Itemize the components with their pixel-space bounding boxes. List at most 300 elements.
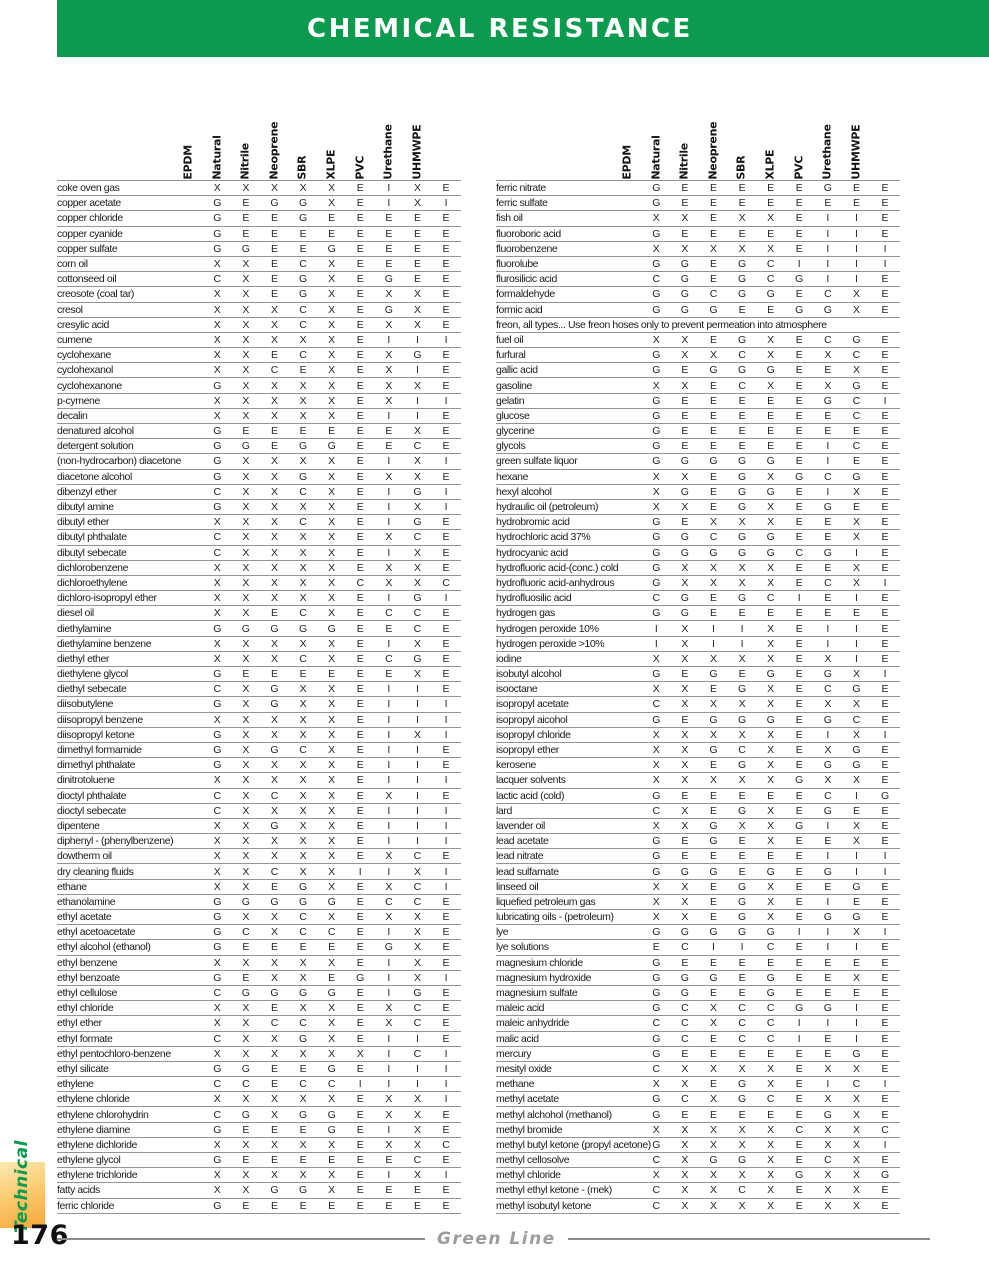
table-row — [496, 302, 900, 317]
rating-cell: X — [385, 1002, 393, 1015]
rating-cell: E — [442, 273, 450, 286]
rating-cell: E — [242, 941, 250, 954]
rating-cell: G — [298, 470, 308, 483]
rating-cell: X — [709, 561, 717, 574]
rating-cell: E — [299, 364, 307, 377]
table-row — [496, 545, 900, 560]
rating-cell: X — [242, 531, 250, 544]
rating-cell: X — [652, 1078, 660, 1091]
rating-cell: E — [681, 1047, 689, 1060]
table-row — [57, 362, 461, 377]
rating-cell: E — [881, 1032, 889, 1045]
rating-cell: I — [797, 592, 801, 605]
rating-cell: X — [385, 1093, 393, 1106]
rating-cell: I — [444, 774, 448, 787]
rating-cell: E — [709, 956, 717, 969]
rating-cell: X — [767, 333, 775, 346]
rating-cell: X — [242, 379, 250, 392]
rating-cell: I — [826, 212, 830, 225]
rating-cell: I — [444, 197, 448, 210]
rating-cell: X — [738, 652, 746, 665]
rating-cell: E — [709, 1032, 717, 1045]
rating-cell: X — [213, 333, 221, 346]
rating-cell: E — [767, 409, 775, 422]
rating-cell: I — [387, 956, 391, 969]
rating-cell: X — [242, 1032, 250, 1045]
rating-cell: X — [328, 774, 336, 787]
rating-cell: C — [213, 804, 222, 817]
rating-cell: X — [242, 409, 250, 422]
rating-cell: X — [213, 713, 221, 726]
table-row — [57, 1061, 461, 1076]
table-row — [57, 1198, 461, 1213]
rating-cell: E — [824, 409, 832, 422]
chemical-name: lead sulfamate — [496, 865, 559, 878]
rating-cell: E — [242, 1199, 250, 1212]
rating-cell: G — [823, 182, 832, 195]
rating-cell: X — [681, 804, 689, 817]
rating-cell: E — [242, 227, 250, 240]
rating-cell: C — [413, 895, 422, 908]
rating-cell: X — [299, 865, 307, 878]
table-row — [496, 499, 900, 514]
rating-cell: I — [826, 622, 830, 635]
rating-cell: G — [680, 273, 689, 286]
rating-cell: G — [652, 1138, 661, 1151]
chemical-name: formaldehyde — [496, 288, 555, 301]
rating-cell: I — [444, 485, 448, 498]
rating-cell: I — [826, 485, 830, 498]
chemical-name: isopropyl acetate — [496, 698, 569, 711]
rating-cell: G — [241, 987, 250, 1000]
rating-cell: X — [681, 744, 689, 757]
rating-cell: G — [737, 531, 747, 544]
rating-cell: E — [356, 728, 364, 741]
rating-cell: E — [795, 409, 803, 422]
rating-cell: X — [242, 258, 250, 271]
rating-cell: G — [737, 273, 747, 286]
chemical-name: dowtherm oil — [57, 850, 112, 863]
rating-cell: X — [385, 1017, 393, 1030]
rating-cell: X — [270, 637, 278, 650]
rating-cell: E — [442, 364, 450, 377]
chemical-name: ethyl chloride — [57, 1002, 114, 1015]
rating-cell: G — [680, 288, 689, 301]
chemical-name: ethylene chloride — [57, 1093, 130, 1106]
rating-cell: X — [242, 364, 250, 377]
chemical-name: lacquer solvents — [496, 774, 566, 787]
table-row — [57, 271, 461, 286]
rating-cell: I — [444, 1078, 448, 1091]
rating-cell: X — [270, 1032, 278, 1045]
rating-cell: G — [680, 546, 689, 559]
rating-cell: C — [795, 1123, 804, 1136]
rating-cell: C — [413, 622, 422, 635]
chemical-name: isopropyl aicohol — [496, 713, 568, 726]
rating-cell: E — [767, 303, 775, 316]
rating-cell: E — [881, 683, 889, 696]
rating-cell: G — [652, 576, 661, 589]
rating-cell: X — [213, 956, 221, 969]
rating-cell: I — [712, 622, 715, 635]
rating-cell: E — [795, 364, 803, 377]
rating-cell: E — [356, 182, 364, 195]
rating-cell: X — [738, 576, 746, 589]
rating-cell: X — [213, 1047, 221, 1060]
chemical-name: glycols — [496, 440, 526, 453]
chemical-name: cumene — [57, 333, 92, 346]
rating-cell: I — [444, 728, 448, 741]
table-row — [57, 909, 461, 924]
chemical-name: ethylene glycol — [57, 1154, 121, 1167]
rating-cell: G — [213, 455, 222, 468]
rating-cell: X — [767, 880, 775, 893]
rating-cell: X — [709, 1017, 717, 1030]
rating-cell: C — [824, 1154, 832, 1167]
rating-cell: E — [270, 1123, 278, 1136]
table-row — [496, 438, 900, 453]
rating-cell: E — [738, 440, 746, 453]
rating-cell: G — [652, 956, 661, 969]
rating-cell: X — [270, 318, 278, 331]
rating-cell: I — [387, 987, 391, 1000]
rating-cell: I — [415, 1078, 419, 1091]
rating-cell: G — [241, 242, 250, 255]
rating-cell: I — [444, 819, 448, 832]
rating-cell: X — [738, 242, 746, 255]
rating-cell: X — [242, 273, 250, 286]
rating-cell: E — [442, 1184, 450, 1197]
rating-cell: C — [681, 1017, 689, 1030]
rating-cell: E — [852, 501, 860, 514]
rating-cell: X — [328, 576, 336, 589]
rating-cell: G — [795, 819, 804, 832]
rating-cell: E — [442, 1032, 450, 1045]
chemical-name: hexyl alcohol — [496, 485, 552, 498]
table-row — [57, 453, 461, 468]
rating-cell: E — [356, 713, 364, 726]
rating-cell: E — [413, 212, 421, 225]
rating-cell: X — [299, 394, 307, 407]
rating-cell: X — [242, 835, 250, 848]
rating-cell: E — [356, 1093, 364, 1106]
rating-cell: E — [709, 607, 717, 620]
table-row — [496, 514, 900, 529]
rating-cell: E — [356, 273, 364, 286]
rating-cell: G — [737, 1093, 747, 1106]
rating-cell: X — [413, 1123, 421, 1136]
rating-cell: E — [795, 1108, 803, 1121]
rating-cell: E — [328, 941, 336, 954]
rating-cell: I — [654, 637, 658, 650]
rating-cell: I — [387, 197, 391, 210]
rating-cell: E — [881, 911, 889, 924]
rating-cell: C — [442, 1138, 450, 1151]
rating-cell: E — [442, 895, 450, 908]
rating-cell: G — [213, 242, 222, 255]
rating-cell: X — [413, 318, 421, 331]
rating-cell: I — [854, 1002, 858, 1015]
rating-cell: G — [652, 987, 661, 1000]
rating-cell: E — [738, 789, 746, 802]
rating-cell: E — [738, 394, 746, 407]
rating-cell: C — [327, 1078, 336, 1091]
rating-cell: G — [680, 971, 689, 984]
chemical-name: dinitrotoluene — [57, 774, 115, 787]
rating-cell: X — [652, 728, 660, 741]
rating-cell: C — [766, 592, 775, 605]
rating-cell: X — [328, 318, 336, 331]
rating-cell: E — [767, 227, 775, 240]
rating-cell: E — [356, 470, 364, 483]
rating-cell: X — [652, 774, 660, 787]
rating-cell: G — [241, 1062, 250, 1075]
rating-cell: I — [854, 227, 858, 240]
rating-cell: E — [881, 349, 889, 362]
rating-cell: I — [415, 789, 419, 802]
rating-cell: E — [442, 1199, 450, 1212]
rating-cell: I — [740, 941, 744, 954]
rating-cell: G — [652, 531, 661, 544]
chemical-name: ethylene chlorohydrin — [57, 1108, 149, 1121]
rating-cell: E — [356, 911, 364, 924]
chemical-name: methyl acetate — [496, 1093, 559, 1106]
rating-cell: X — [709, 774, 717, 787]
rating-cell: E — [242, 212, 250, 225]
rating-cell: E — [356, 303, 364, 316]
rating-cell: E — [795, 561, 803, 574]
rating-cell: G — [213, 941, 222, 954]
rating-cell: I — [854, 546, 858, 559]
rating-cell: E — [795, 622, 803, 635]
rating-cell: C — [299, 744, 307, 757]
rating-cell: G — [652, 865, 661, 878]
table-row — [496, 529, 900, 544]
table-row — [57, 545, 461, 560]
rating-cell: E — [356, 440, 364, 453]
rating-cell: X — [328, 349, 336, 362]
rating-cell: G — [652, 971, 661, 984]
rating-cell: E — [385, 1154, 393, 1167]
rating-cell: X — [242, 880, 250, 893]
rating-cell: X — [270, 759, 278, 772]
rating-cell: G — [709, 713, 718, 726]
rating-cell: X — [213, 561, 221, 574]
rating-cell: G — [737, 546, 747, 559]
rating-cell: X — [242, 349, 250, 362]
rating-cell: X — [852, 1169, 860, 1182]
rating-cell: X — [328, 1032, 336, 1045]
rating-cell: X — [709, 576, 717, 589]
rating-cell: X — [681, 576, 689, 589]
rating-cell: X — [767, 349, 775, 362]
rating-cell: I — [826, 1078, 830, 1091]
column-header-epdm: EPDM — [620, 145, 634, 180]
chemical-name: hydrogen peroxide >10% — [496, 637, 605, 650]
rating-cell: X — [270, 516, 278, 529]
rating-cell: E — [795, 759, 803, 772]
rating-cell: G — [298, 1032, 308, 1045]
rating-cell: E — [681, 440, 689, 453]
column-header-natural: Natural — [649, 135, 662, 180]
rating-cell: E — [413, 242, 421, 255]
table-row — [496, 1137, 900, 1152]
rating-cell: E — [795, 698, 803, 711]
table-row — [57, 818, 461, 833]
rating-cell: C — [652, 804, 661, 817]
rating-cell: I — [444, 865, 448, 878]
rating-cell: E — [795, 212, 803, 225]
rating-cell: G — [737, 288, 747, 301]
rating-cell: E — [881, 1093, 889, 1106]
rating-cell: I — [387, 971, 391, 984]
rating-cell: I — [387, 501, 391, 514]
rating-cell: X — [328, 789, 336, 802]
rating-cell: G — [652, 1002, 661, 1015]
table-row — [57, 1046, 461, 1061]
rating-cell: E — [881, 880, 889, 893]
rating-cell: E — [767, 789, 775, 802]
rating-cell: X — [824, 379, 832, 392]
rating-cell: X — [413, 865, 421, 878]
table-row — [57, 180, 461, 195]
rating-cell: E — [242, 971, 250, 984]
rating-cell: X — [709, 728, 717, 741]
rating-cell: X — [767, 895, 775, 908]
rating-cell: X — [270, 1047, 278, 1060]
rating-cell: E — [795, 911, 803, 924]
rating-cell: E — [709, 683, 717, 696]
rating-cell: I — [883, 668, 887, 681]
rating-cell: X — [328, 288, 336, 301]
chemical-name: malic acid — [496, 1032, 539, 1045]
rating-cell: C — [413, 607, 422, 620]
rating-cell: X — [328, 485, 336, 498]
table-row — [496, 423, 900, 438]
table-row — [57, 651, 461, 666]
rating-cell: E — [795, 652, 803, 665]
rating-cell: G — [852, 683, 861, 696]
rating-cell: X — [413, 197, 421, 210]
rating-cell: G — [823, 804, 832, 817]
rating-cell: E — [881, 470, 889, 483]
rating-cell: E — [442, 637, 450, 650]
rating-cell: I — [444, 713, 448, 726]
rating-cell: E — [709, 197, 717, 210]
table-row — [57, 514, 461, 529]
section-label: Technical — [12, 1140, 32, 1233]
chemical-name: coke oven gas — [57, 182, 120, 195]
rating-cell: G — [298, 1108, 308, 1121]
rating-cell: X — [767, 819, 775, 832]
rating-cell: X — [681, 698, 689, 711]
rating-cell: C — [766, 941, 775, 954]
rating-cell: X — [709, 516, 717, 529]
rating-cell: G — [213, 501, 222, 514]
rating-cell: I — [358, 865, 362, 878]
rating-cell: E — [356, 683, 364, 696]
rating-cell: X — [681, 1062, 689, 1075]
rating-cell: G — [737, 713, 747, 726]
rating-cell: C — [652, 1199, 661, 1212]
rating-cell: E — [881, 425, 889, 438]
rating-cell: X — [385, 318, 393, 331]
rating-cell: X — [270, 501, 278, 514]
rating-cell: G — [795, 1002, 804, 1015]
rating-cell: I — [854, 273, 858, 286]
rating-cell: X — [767, 622, 775, 635]
table-row — [57, 848, 461, 863]
table-row — [57, 1167, 461, 1182]
rating-cell: X — [242, 850, 250, 863]
page-number: 176 — [11, 1220, 69, 1251]
rating-cell: X — [852, 516, 860, 529]
chemical-name: ethyl formate — [57, 1032, 113, 1045]
table-row — [57, 955, 461, 970]
rating-cell: E — [442, 409, 450, 422]
rating-cell: X — [299, 774, 307, 787]
rating-cell: G — [709, 1154, 718, 1167]
rating-cell: G — [298, 895, 308, 908]
rating-cell: X — [852, 728, 860, 741]
rating-cell: G — [213, 895, 222, 908]
rating-cell: E — [767, 394, 775, 407]
rating-cell: E — [881, 516, 889, 529]
rating-cell: E — [795, 440, 803, 453]
rating-cell: E — [738, 956, 746, 969]
rating-cell: G — [823, 303, 832, 316]
rating-cell: I — [854, 865, 858, 878]
rating-cell: C — [413, 880, 422, 893]
rating-cell: E — [709, 273, 717, 286]
rating-cell: X — [270, 531, 278, 544]
rating-cell: E — [824, 880, 832, 893]
rating-cell: I — [883, 394, 887, 407]
rating-cell: C — [413, 531, 422, 544]
table-row — [57, 727, 461, 742]
rating-cell: G — [652, 394, 661, 407]
rating-cell: E — [709, 212, 717, 225]
table-row — [57, 1182, 461, 1197]
chemical-name: glucose — [496, 409, 530, 422]
rating-cell: C — [824, 288, 832, 301]
table-row — [57, 256, 461, 271]
rating-cell: X — [328, 1138, 336, 1151]
rating-cell: G — [766, 364, 775, 377]
rating-cell: E — [270, 440, 278, 453]
rating-cell: X — [242, 455, 250, 468]
chemical-name: ferric nitrate — [496, 182, 546, 195]
table-row — [57, 712, 461, 727]
table-row — [496, 241, 900, 256]
rating-cell: E — [356, 607, 364, 620]
rating-cell: G — [795, 303, 804, 316]
table-row — [57, 666, 461, 681]
rating-cell: G — [852, 880, 861, 893]
rating-cell: G — [213, 622, 222, 635]
rating-cell: X — [385, 394, 393, 407]
rating-cell: G — [823, 865, 832, 878]
footer-rule-right — [568, 1238, 930, 1240]
table-row — [496, 317, 900, 332]
rating-cell: G — [652, 364, 661, 377]
rating-cell: E — [442, 1108, 450, 1121]
chemical-name: detergent solution — [57, 440, 134, 453]
chemical-name: maleic anhydride — [496, 1017, 569, 1030]
rating-cell: E — [852, 425, 860, 438]
table-row — [496, 772, 900, 787]
rating-cell: E — [709, 425, 717, 438]
